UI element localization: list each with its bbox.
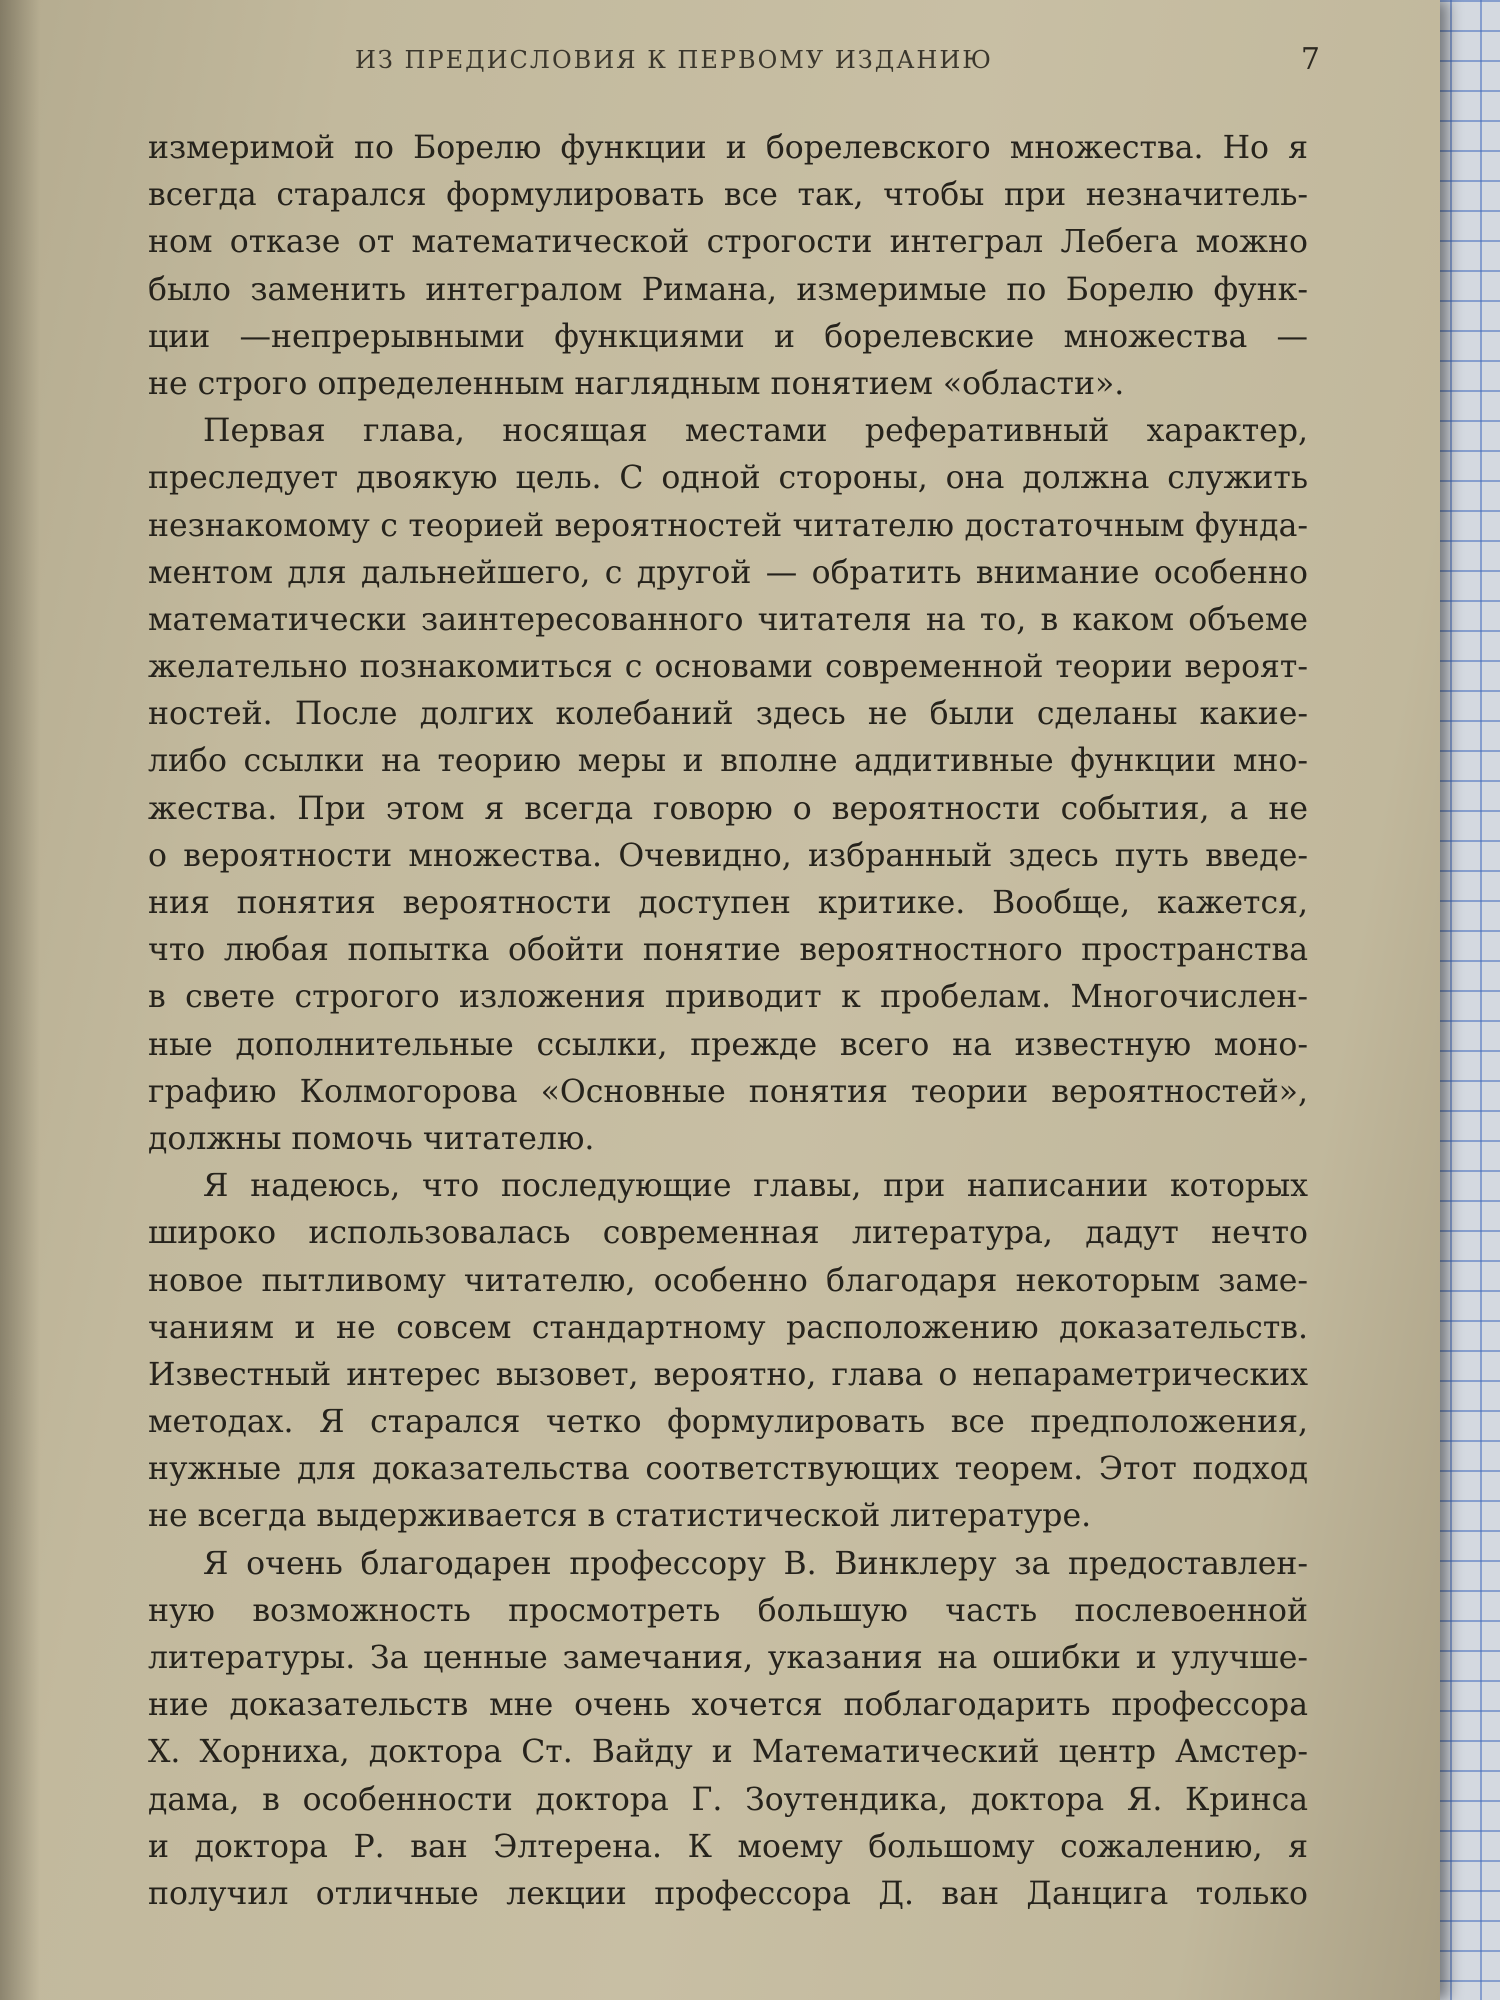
text-line: незнакомому с теорией вероятностей читателю достаточным фунда- <box>148 507 1308 544</box>
text-line: ментом для дальнейшего, с другой — обратить внимание особенно <box>148 554 1308 591</box>
page-gutter-shadow <box>0 0 40 2000</box>
text-line: не строго определенным наглядным понятием «области». <box>148 365 1125 402</box>
text-line: ния понятия вероятности доступен критике. Вообще, кажется, <box>148 885 1308 921</box>
text-line: Я очень благодарен профессору В. Винклеру за предоставлен- <box>203 1545 1308 1582</box>
text-line: всегда старался формулировать все так, чтобы при незначитель- <box>148 177 1308 214</box>
text-line: дама, в особенности доктора Г. Зоутендика, доктора Я. Кринса <box>148 1781 1308 1818</box>
text-line: нужные для доказательства соответствующих теорем. Этот подход <box>148 1451 1308 1488</box>
text-line: Х. Хорниха, доктора Ст. Вайду и Математический центр Амстер- <box>148 1734 1308 1771</box>
text-line: Я надеюсь, что последующие главы, при написании которых <box>203 1168 1308 1205</box>
page-number: 7 <box>1300 42 1320 77</box>
text-line: измеримой по Борелю функции и борелевского множества. Но я <box>148 130 1308 166</box>
text-line: что любая попытка обойти понятие вероятностного пространства <box>148 932 1308 969</box>
text-line: новое пытливому читателю, особенно благодаря некоторым заме- <box>148 1262 1308 1299</box>
body-text <box>148 125 1308 1918</box>
text-line: широко использовалась современная литература, дадут нечто <box>148 1215 1308 1252</box>
text-line: ном отказе от математической строгости интеграл Лебега можно <box>148 224 1308 261</box>
text-line: преследует двоякую цель. С одной стороны, она должна служить <box>148 460 1308 497</box>
text-line: желательно познакомиться с основами современной теории вероят- <box>148 649 1308 686</box>
text-line: литературы. За ценные замечания, указания на ошибки и улучше- <box>148 1640 1308 1676</box>
text-line: в свете строгого изложения приводит к пробелам. Многочислен- <box>148 979 1308 1016</box>
text-line: не всегда выдерживается в статистической литературе. <box>148 1498 1092 1535</box>
text-line: ции —непрерывными функциями и борелевские множества — <box>148 318 1308 355</box>
text-line: получил отличные лекции профессора Д. ван Данцига только <box>148 1875 1308 1912</box>
text-line: методах. Я старался четко формулировать все предположения, <box>148 1404 1308 1441</box>
text-line: ные дополнительные ссылки, прежде всего на известную моно- <box>148 1026 1308 1063</box>
text-line: Известный интерес вызовет, вероятно, глава о непараметрических <box>148 1356 1308 1393</box>
text-line: чаниям и не совсем стандартному расположению доказательств. <box>148 1309 1308 1346</box>
text-line: жества. При этом я всегда говорю о вероятности события, а не <box>148 790 1308 827</box>
text-line: Первая глава, носящая местами реферативный характер, <box>203 413 1308 450</box>
text-line: и доктора Р. ван Элтерена. К моему большому сожалению, я <box>148 1828 1308 1865</box>
text-line: математически заинтересованного читателя на то, в каком объеме <box>148 601 1308 638</box>
running-head <box>140 42 1320 86</box>
text-line: либо ссылки на теорию меры и вполне аддитивные функции мно- <box>148 743 1308 780</box>
text-line: должны помочь читателю. <box>148 1120 595 1157</box>
text-line: ностей. После долгих колебаний здесь не были сделаны какие- <box>148 696 1308 733</box>
text-line: ную возможность просмотреть большую часть послевоенной <box>148 1592 1308 1629</box>
text-line: графию Колмогорова «Основные понятия теории вероятностей», <box>148 1073 1308 1110</box>
text-line: ние доказательств мне очень хочется поблагодарить профессора <box>148 1687 1308 1724</box>
text-line: было заменить интегралом Римана, измеримые по Борелю функ- <box>148 271 1308 308</box>
text-line: о вероятности множества. Очевидно, избранный здесь путь введе- <box>148 837 1308 874</box>
running-title: ИЗ ПРЕДИСЛОВИЯ К ПЕРВОМУ ИЗДАНИЮ <box>355 46 993 74</box>
